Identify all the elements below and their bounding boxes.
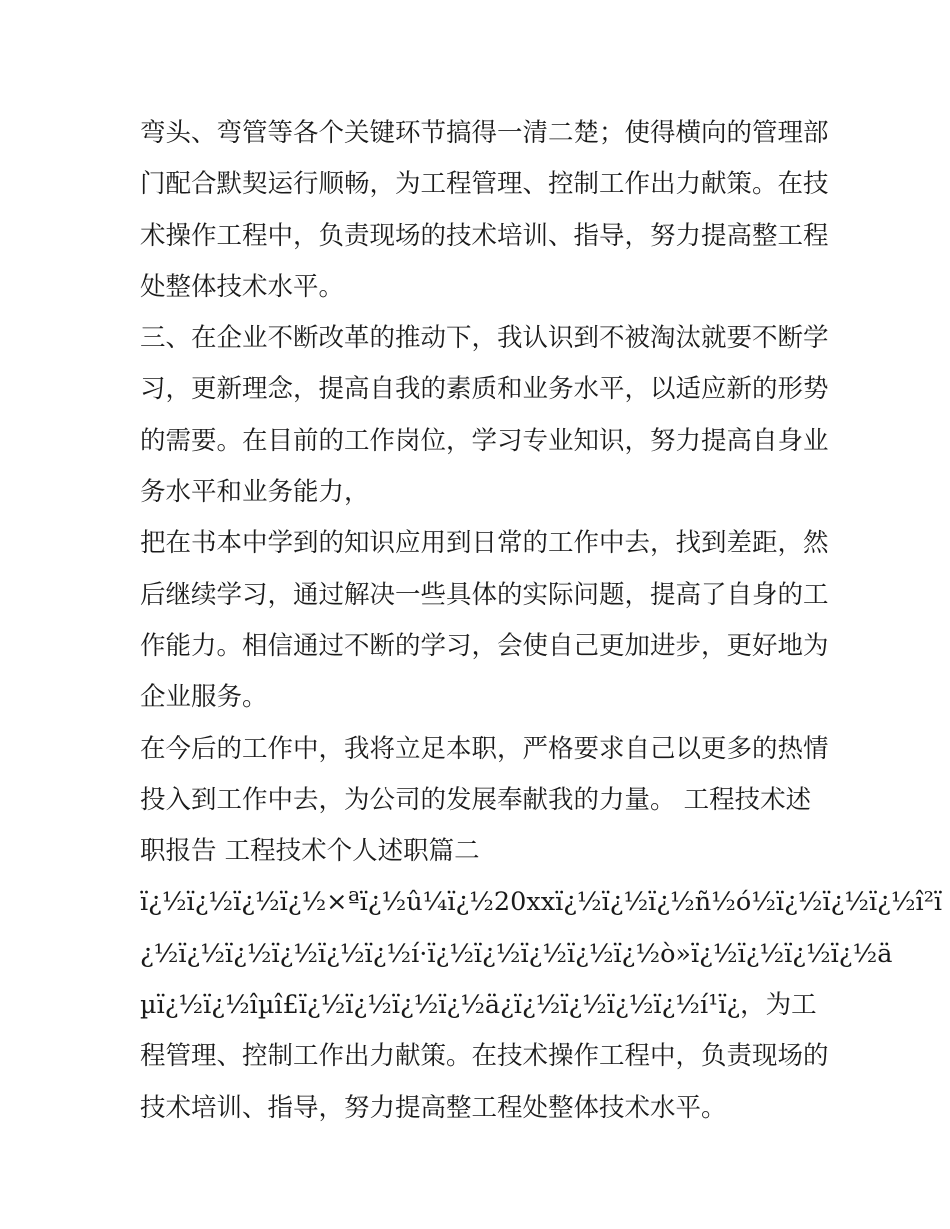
text-line: 务水平和业务能力，: [140, 477, 370, 508]
text-line: 把在书本中学到的知识应用到日常的工作中去，找到差距，然: [140, 528, 829, 559]
text-line: 作能力。相信通过不断的学习，会使自己更加进步，更好地为: [140, 630, 829, 661]
garbled-text-line: ï¿½ï¿½ï¿½ï¿½×ªï¿½û¼ï¿½20xxï¿½ï¿½ï¿½ñ½ó½ï¿½ï¿½ï¿½î²ï: [140, 887, 943, 918]
document-body: [140, 108, 943, 1134]
text-line: 在今后的工作中，我将立足本职，严格要求自己以更多的热情: [140, 733, 829, 764]
text-line: 弯头、弯管等各个关键环节搞得一清二楚；使得横向的管理部: [140, 118, 829, 148]
text-line: 技术培训、指导，努力提高整工程处整体技术水平。: [140, 1092, 727, 1123]
garbled-text-line: ¿½ï¿½ï¿½ï¿½ï¿½ï¿½í·ï¿½ï¿½ï¿½ï¿½ï¿½ò»ï¿½ï¿½ï¿½ï¿½ä: [140, 938, 893, 969]
text-line: 习，更新理念，提高自我的素质和业务水平，以适应新的形势: [140, 374, 829, 405]
text-line: 后继续学习，通过解决一些具体的实际问题，提高了自身的工: [140, 579, 829, 610]
text-line: 门配合默契运行顺畅，为工程管理、控制工作出力献策。在技: [140, 169, 829, 200]
garbled-text-line: µï¿½ï¿½îµî£ï¿½ï¿½ï¿½ï¿½ä¿ï¿½ï¿½ï¿½ï¿½í¹ï¿，为工: [140, 990, 817, 1021]
text-line: 术操作工程中，负责现场的技术培训、指导，努力提高整工程: [140, 220, 829, 251]
text-line: 处整体技术水平。: [140, 271, 345, 302]
text-line: 投入到工作中去，为公司的发展奉献我的力量。 工程技术述: [140, 784, 812, 815]
text-line: 企业服务。: [140, 682, 268, 713]
text-line: 的需要。在目前的工作岗位，学习专业知识，努力提高自身业: [140, 425, 829, 456]
text-line: 职报告 工程技术个人述职篇二: [140, 836, 480, 867]
text-line: 程管理、控制工作出力献策。在技术操作工程中，负责现场的: [140, 1041, 829, 1072]
text-line: 三、在企业不断改革的推动下，我认识到不被淘汰就要不断学: [140, 323, 829, 354]
